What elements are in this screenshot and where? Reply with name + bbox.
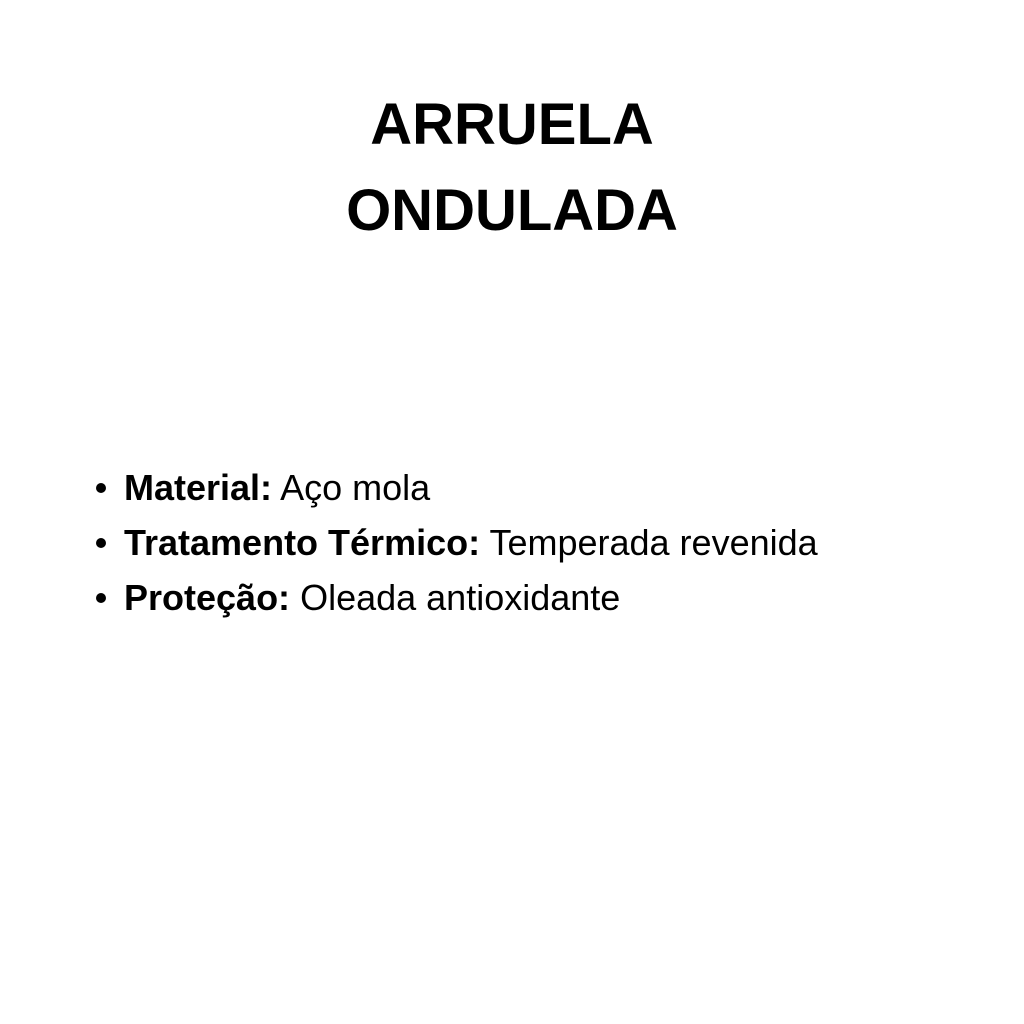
spec-label: Material: [124,467,273,508]
spec-list [96,460,996,625]
spec-label: Proteção: [124,577,291,618]
page-title [0,82,1024,254]
spec-item-heat-treatment [96,515,996,570]
bullet-icon [96,538,106,548]
spec-item-protection [96,570,996,625]
spec-item-material [96,460,996,515]
bullet-icon [96,483,106,493]
spec-value: Aço mola [280,467,431,508]
spec-label: Tratamento Térmico: [124,522,481,563]
title-line-1: ARRUELA [370,92,654,157]
bullet-icon [96,593,106,603]
title-line-2: ONDULADA [346,178,678,243]
spec-value: Temperada revenida [489,522,818,563]
spec-value: Oleada antioxidante [300,577,621,618]
